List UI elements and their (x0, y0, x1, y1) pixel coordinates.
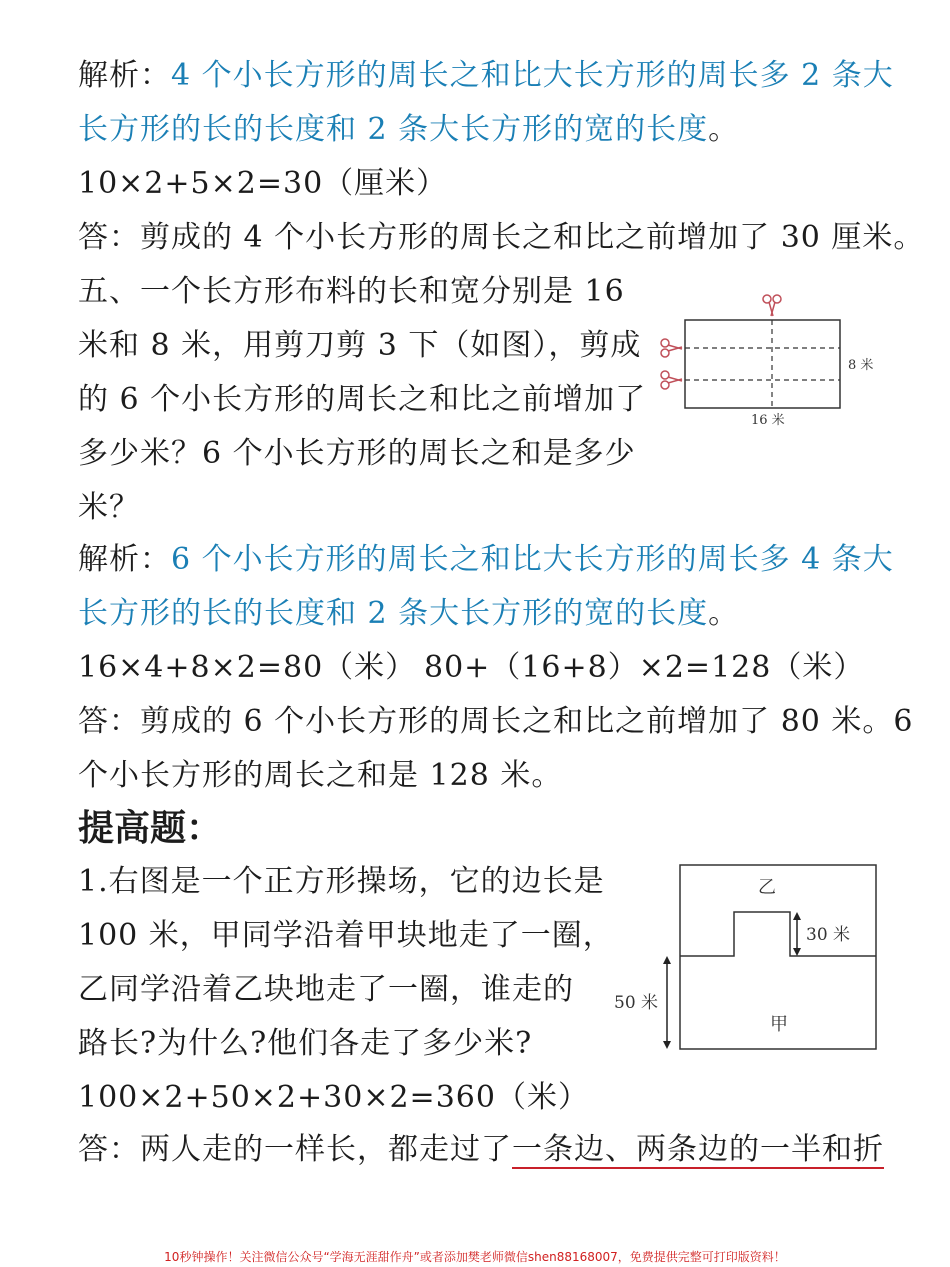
answer-5-line1: 答：剪成的 6 个小长方形的周长之和比之前增加了 80 米。6 (78, 704, 914, 739)
q1-line2: 100 米，甲同学沿着甲块地走了一圈， (78, 918, 614, 953)
analysis-text: 4 个小长方形的周长之和比大长方形的周长多 2 条大 (171, 58, 894, 93)
calc-5b: 80+（16+8）×2=128（米） (424, 650, 865, 685)
analysis-label: 解析： (78, 542, 171, 577)
fabric-rect (685, 320, 840, 408)
answer-advanced (78, 1130, 884, 1170)
scissors-icon (661, 339, 682, 357)
fabric-figure (655, 290, 885, 430)
problem5-line1: 五、一个长方形布料的长和宽分别是 16 (78, 274, 625, 309)
scissors-icon (661, 371, 682, 389)
problem5-line5: 米？ (78, 490, 140, 525)
height-label: 8 米 (848, 358, 874, 373)
analysis-4-line1 (78, 56, 894, 96)
analysis-text: 6 个小长方形的周长之和比大长方形的周长多 4 条大 (171, 542, 894, 577)
answer-4: 答：剪成的 4 个小长方形的周长之和比之前增加了 30 厘米。 (78, 220, 925, 255)
answer-underlined: 一条边、两条边的一半和折 (512, 1132, 884, 1167)
analysis-end: 。 (708, 112, 740, 147)
arrow-head-icon (793, 912, 801, 920)
arrow-head-icon (663, 956, 671, 964)
width-label: 16 米 (751, 413, 785, 428)
section-heading: 提高题： (78, 807, 223, 849)
analysis-text: 长方形的长的长度和 2 条大长方形的宽的长度 (78, 596, 709, 631)
footer-notice: 10秒钟操作！关注微信公众号“学海无涯甜作舟”或者添加樊老师微信shen88168007，免费提供完整可打印版资料！ (164, 1250, 786, 1264)
analysis-4-line2 (78, 110, 739, 150)
analysis-5-line2 (78, 594, 739, 634)
problem5-line3: 的 6 个小长方形的周长之和比之前增加了 (78, 382, 647, 417)
playground-figure (610, 860, 885, 1055)
label-yi: 乙 (758, 877, 776, 898)
problem5-line4: 多少米？6 个小长方形的周长之和是多少 (78, 436, 636, 471)
scissors-icon (763, 295, 781, 316)
answer-plain: 答：两人走的一样长，都走过了 (78, 1132, 512, 1167)
calc-advanced: 100×2+50×2+30×2=360（米） (78, 1080, 589, 1115)
analysis-5-line1 (78, 540, 894, 580)
label-jia: 甲 (770, 1014, 788, 1035)
answer-5-line2: 个小长方形的周长之和是 128 米。 (78, 758, 563, 793)
q1-line3: 乙同学沿着乙块地走了一圈，谁走的 (78, 972, 574, 1007)
analysis-text: 长方形的长的长度和 2 条大长方形的宽的长度 (78, 112, 709, 147)
problem5-line2: 米和 8 米，用剪刀剪 3 下（如图），剪成 (78, 328, 642, 363)
q1-line4: 路长?为什么?他们各走了多少米? (78, 1026, 533, 1061)
arrow-head-icon (793, 948, 801, 956)
q1-line1: 1.右图是一个正方形操场，它的边长是 (78, 864, 605, 899)
label-30: 30 米 (806, 925, 851, 945)
calc-5a: 16×4+8×2=80（米） (78, 650, 417, 685)
analysis-end: 。 (708, 596, 740, 631)
analysis-label: 解析： (78, 58, 171, 93)
label-50: 50 米 (614, 993, 659, 1013)
calc-4: 10×2+5×2=30（厘米） (78, 166, 448, 201)
arrow-head-icon (663, 1041, 671, 1049)
